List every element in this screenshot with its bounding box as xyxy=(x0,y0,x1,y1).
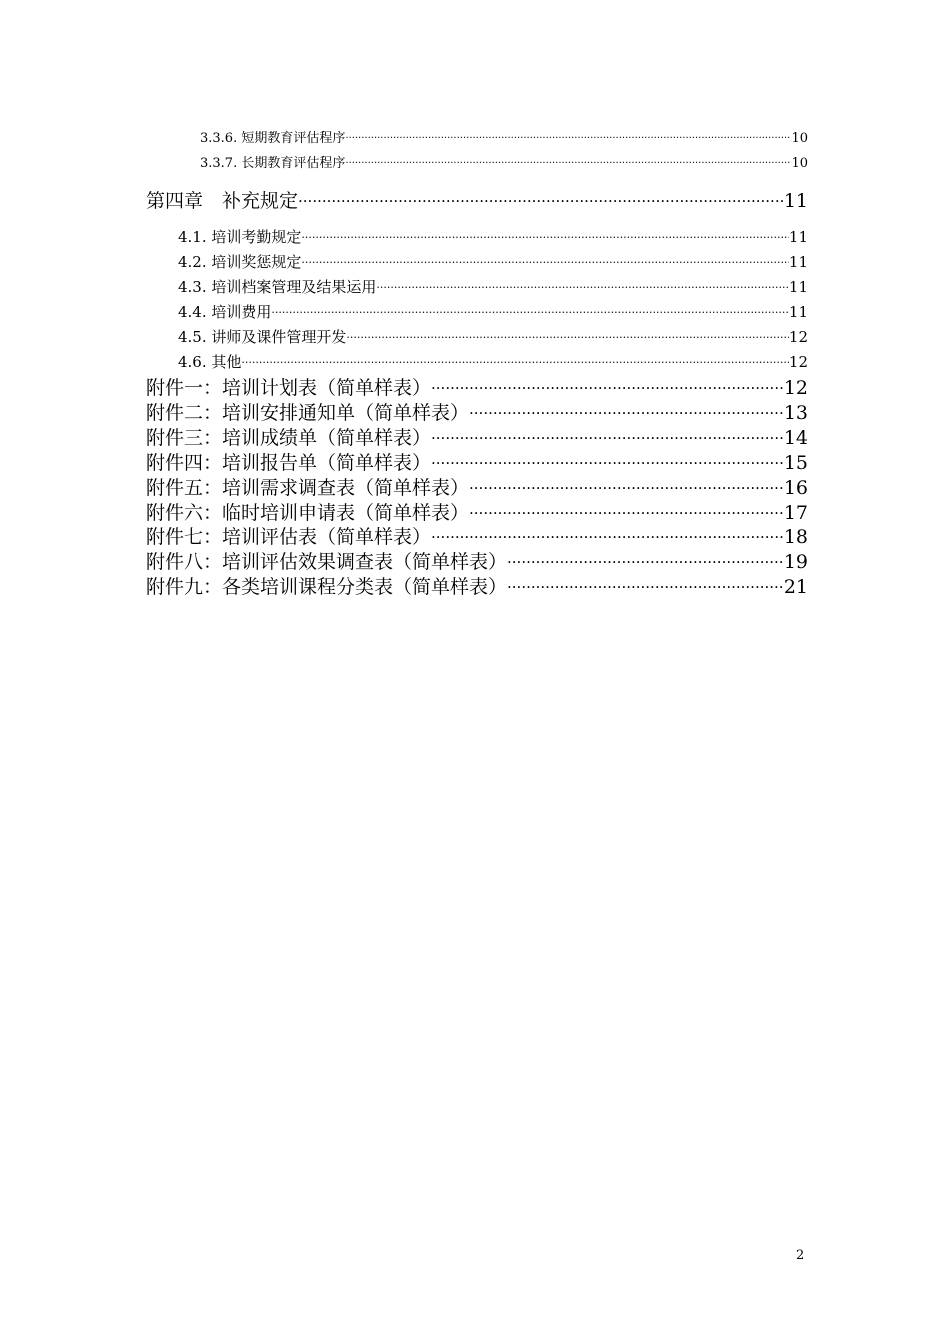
toc-dot-leader xyxy=(469,479,784,494)
toc-entry-page: 12 xyxy=(783,377,808,399)
footer-page-number: 2 xyxy=(796,1248,805,1263)
toc-entry-label: 4.4. 培训费用 xyxy=(178,303,272,321)
toc-entry-page: 17 xyxy=(783,502,808,524)
toc-entry-label: 附件五：培训需求调查表（简单样表） xyxy=(146,477,470,499)
toc-entry-appendix-1[interactable] xyxy=(146,373,808,400)
toc-entry-label: 附件六：临时培训申请表（简单样表） xyxy=(146,502,470,524)
toc-entry-page: 11 xyxy=(788,228,808,246)
toc-dot-leader xyxy=(431,528,784,543)
toc-entry-3-3-7[interactable] xyxy=(200,152,808,171)
toc-dot-leader xyxy=(431,454,784,469)
toc-entry-appendix-9[interactable] xyxy=(146,572,808,599)
toc-entry-label: 附件四：培训报告单（简单样表） xyxy=(146,452,432,474)
toc-dot-leader xyxy=(301,231,789,242)
toc-entry-4-6[interactable] xyxy=(178,351,808,372)
toc-entry-appendix-3[interactable] xyxy=(146,423,808,450)
toc-dot-leader xyxy=(346,331,789,342)
toc-entry-page: 11 xyxy=(783,190,808,212)
toc-entry-label: 4.6. 其他 xyxy=(178,353,242,371)
toc-entry-page: 16 xyxy=(783,477,808,499)
toc-entry-page: 11 xyxy=(788,278,808,296)
toc-dot-leader xyxy=(298,192,784,207)
toc-entry-page: 19 xyxy=(783,551,808,573)
toc-entry-label: 附件七：培训评估表（简单样表） xyxy=(146,526,432,548)
toc-dot-leader xyxy=(507,553,784,568)
toc-entry-label: 4.2. 培训奖惩规定 xyxy=(178,253,302,271)
toc-entry-page: 10 xyxy=(791,156,808,171)
toc-entry-page: 13 xyxy=(783,402,808,424)
toc-entry-label: 第四章 补充规定 xyxy=(146,190,299,212)
toc-entry-4-4[interactable] xyxy=(178,301,808,322)
toc-dot-leader xyxy=(345,157,791,167)
toc-entry-label: 4.3. 培训档案管理及结果运用 xyxy=(178,278,377,296)
toc-entry-label: 附件八：培训评估效果调查表（简单样表） xyxy=(146,551,508,573)
toc-entry-label: 附件九：各类培训课程分类表（简单样表） xyxy=(146,576,508,598)
toc-dot-leader xyxy=(376,281,789,292)
toc-entry-label: 附件一：培训计划表（简单样表） xyxy=(146,377,432,399)
toc-entry-4-1[interactable] xyxy=(178,226,808,247)
toc-entry-page: 11 xyxy=(788,303,808,321)
toc-entry-label: 4.5. 讲师及课件管理开发 xyxy=(178,328,347,346)
toc-entry-chapter-4[interactable] xyxy=(146,186,808,213)
toc-dot-leader xyxy=(301,256,789,267)
toc-entry-page: 18 xyxy=(783,526,808,548)
toc-entry-appendix-8[interactable] xyxy=(146,547,808,574)
toc-entry-appendix-5[interactable] xyxy=(146,473,808,500)
toc-entry-label: 4.1. 培训考勤规定 xyxy=(178,228,302,246)
toc-entry-3-3-6[interactable] xyxy=(200,127,808,146)
toc-entry-appendix-2[interactable] xyxy=(146,398,808,425)
toc-entry-page: 11 xyxy=(788,253,808,271)
toc-entry-appendix-7[interactable] xyxy=(146,522,808,549)
toc-dot-leader xyxy=(431,379,784,394)
toc-entry-label: 3.3.7. 长期教育评估程序 xyxy=(200,156,346,171)
toc-entry-appendix-6[interactable] xyxy=(146,498,808,525)
toc-dot-leader xyxy=(507,578,784,593)
toc-entry-page: 12 xyxy=(788,328,808,346)
toc-entry-4-5[interactable] xyxy=(178,326,808,347)
toc-dot-leader xyxy=(469,504,784,519)
toc-dot-leader xyxy=(469,404,784,419)
toc-entry-4-3[interactable] xyxy=(178,276,808,297)
toc-entry-page: 10 xyxy=(791,131,808,146)
toc-entry-label: 附件三：培训成绩单（简单样表） xyxy=(146,427,432,449)
toc-dot-leader xyxy=(431,429,784,444)
toc-entry-appendix-4[interactable] xyxy=(146,448,808,475)
toc-entry-page: 14 xyxy=(783,427,808,449)
toc-entry-4-2[interactable] xyxy=(178,251,808,272)
toc-entry-page: 21 xyxy=(783,576,808,598)
toc-dot-leader xyxy=(345,132,791,142)
toc-dot-leader xyxy=(241,356,789,367)
toc-entry-label: 3.3.6. 短期教育评估程序 xyxy=(200,131,346,146)
toc-dot-leader xyxy=(271,306,789,317)
toc-entry-page: 12 xyxy=(788,353,808,371)
toc-entry-page: 15 xyxy=(783,452,808,474)
toc-entry-label: 附件二：培训安排通知单（简单样表） xyxy=(146,402,470,424)
